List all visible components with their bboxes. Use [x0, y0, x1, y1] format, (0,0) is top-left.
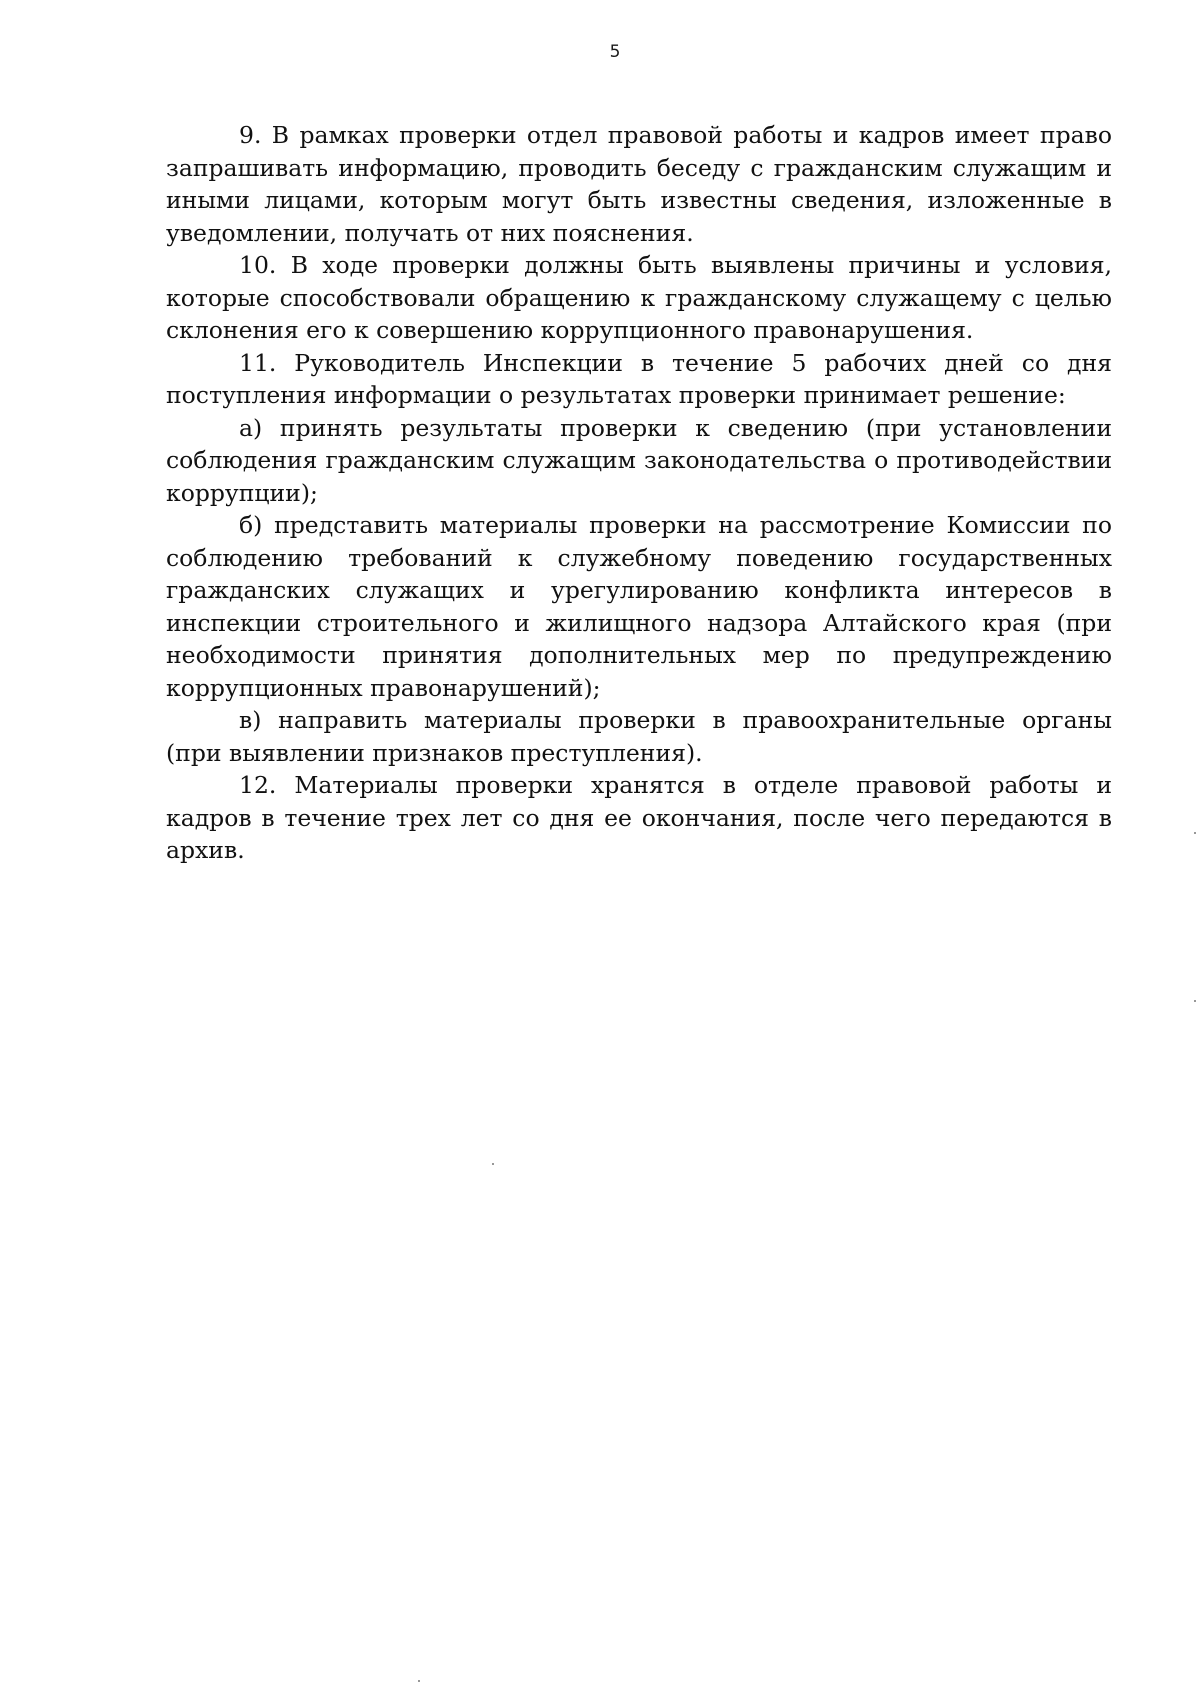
scan-speck: [1194, 832, 1196, 834]
paragraph-10: 10. В ходе проверки должны быть выявлены причины и условия, которые способствовали обращению к гражданскому служащему с целью склонения его к совершению коррупционного правонарушения.: [166, 251, 1112, 344]
paragraph-11-v: в) направить материалы проверки в правоохранительные органы (при выявлении признаков преступления).: [166, 706, 1112, 767]
scan-speck: [1194, 1000, 1196, 1002]
scan-speck: [418, 1680, 420, 1682]
paragraph-9: 9. В рамках проверки отдел правовой работы и кадров имеет право запрашивать информацию, проводить беседу с гражданским служащим и иными лицами, которым могут быть известны сведения, изложенные в уведомлении, получать от них пояснения.: [166, 121, 1112, 247]
paragraph-11-b: б) представить материалы проверки на рассмотрение Комиссии по соблюдению требований к служебному поведению государственных гражданских служащих и урегулированию конфликта интересов в инспекции строительного и жилищного надзора Алтайского края (при необходимости принятия дополнительных мер по предупреждению коррупционных правонарушений);: [166, 511, 1112, 702]
paragraph-11: 11. Руководитель Инспекции в течение 5 рабочих дней со дня поступления информации о результатах проверки принимает решение:: [166, 348, 1112, 409]
paragraph-11-a: а) принять результаты проверки к сведению (при установлении соблюдения гражданским служащим законодательства о противодействии коррупции);: [166, 413, 1112, 507]
document-body: [166, 119, 1112, 867]
page-number: 5: [609, 42, 621, 62]
scan-speck: [492, 1163, 494, 1165]
paragraph-12: 12. Материалы проверки хранятся в отделе правовой работы и кадров в течение трех лет со дня ее окончания, после чего передаются в архив.: [166, 771, 1112, 864]
